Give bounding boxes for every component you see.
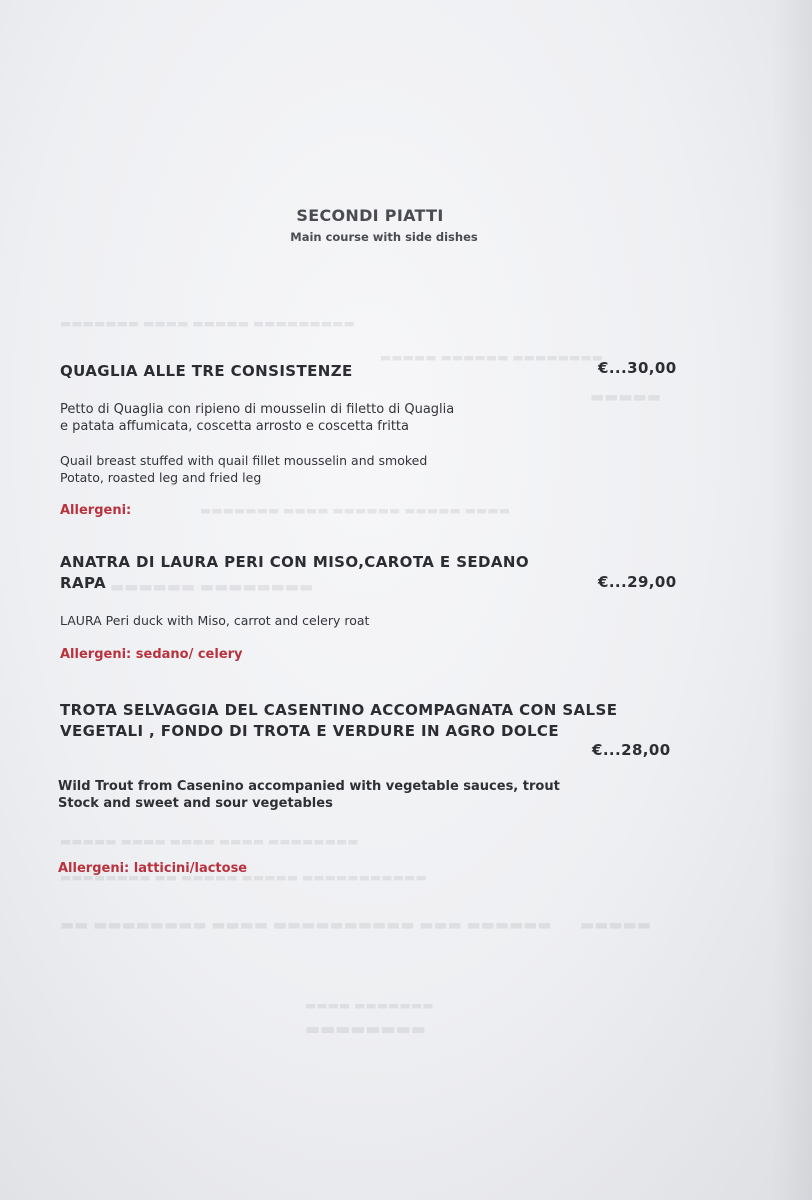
dish-2-name-line-1: ANATRA DI LAURA PERI CON MISO,CAROTA E SEDANO: [60, 553, 530, 571]
dish-1-english-line-1: Quail breast stuffed with quail fillet mousselin and smoked: [60, 453, 428, 468]
dish-2-allergens: Allergeni: sedano/ celery: [60, 647, 243, 662]
dish-1-price: €...30,00: [598, 359, 677, 377]
dish-2-name-line-2: RAPA: [60, 574, 106, 592]
show-through-line: ▬▬▬▬▬ ▬▬▬▬▬▬ ▬▬▬▬▬▬▬▬: [380, 352, 604, 366]
show-through-line: ▬▬▬▬▬▬▬ ▬▬▬▬ ▬▬▬▬▬▬ ▬▬▬▬▬ ▬▬▬▬: [200, 505, 511, 519]
dish-3-allergens: Allergeni: latticini/lactose: [58, 861, 248, 876]
show-through-line: ▬▬▬▬▬▬▬▬: [305, 1022, 426, 1041]
dish-1-english-line-2: Potato, roasted leg and fried leg: [60, 470, 262, 485]
page-edge-shadow: [772, 0, 812, 1200]
show-through-line: ▬▬▬▬▬ ▬▬▬▬ ▬▬▬▬ ▬▬▬▬ ▬▬▬▬▬▬▬▬: [60, 836, 359, 850]
show-through-line: ▬▬▬▬▬▬ ▬▬▬▬▬▬▬▬: [110, 580, 314, 598]
show-through-line: ▬▬▬▬▬: [580, 918, 651, 936]
dish-3-english-line-1: Wild Trout from Casenino accompanied with vegetable sauces, trout: [58, 779, 560, 794]
dish-3-name-line-1: TROTA SELVAGGIA DEL CASENTINO ACCOMPAGNATA CON SALSE: [60, 701, 618, 719]
show-through-line: ▬▬▬▬ ▬▬▬▬▬▬▬: [305, 1000, 434, 1014]
show-through-line: ▬▬▬▬▬▬▬ ▬▬▬▬ ▬▬▬▬▬ ▬▬▬▬▬▬▬▬▬: [60, 318, 355, 332]
page-title: SECONDI PIATTI: [296, 206, 444, 225]
show-through-line: ▬▬ ▬▬▬▬▬▬▬▬ ▬▬▬▬ ▬▬▬▬▬▬▬▬▬▬ ▬▬▬ ▬▬▬▬▬▬: [60, 918, 552, 936]
dish-3-name-line-2: VEGETALI , FONDO DI TROTA E VERDURE IN AGRO DOLCE: [60, 722, 559, 740]
dish-2-english-line-1: LAURA Peri duck with Miso, carrot and celery roat: [60, 613, 370, 628]
show-through-line: ▬▬▬▬▬: [590, 390, 661, 408]
dish-1-allergens: Allergeni:: [60, 503, 132, 518]
dish-3-english-line-2: Stock and sweet and sour vegetables: [58, 796, 333, 811]
page-subtitle: Main course with side dishes: [290, 230, 478, 244]
show-through-line: ▬▬▬▬▬▬▬▬ ▬▬ ▬▬▬▬▬ ▬▬▬▬▬ ▬▬▬▬▬▬▬▬▬▬▬: [60, 872, 427, 886]
dish-2-price: €...29,00: [598, 573, 677, 591]
dish-3-price: €...28,00: [592, 741, 671, 759]
dish-1-italian-line-1: Petto di Quaglia con ripieno di mousselin di filetto di Quaglia: [60, 402, 455, 417]
dish-1-italian-line-2: e patata affumicata, coscetta arrosto e coscetta fritta: [60, 419, 409, 434]
dish-1-name: QUAGLIA ALLE TRE CONSISTENZE: [60, 362, 353, 380]
